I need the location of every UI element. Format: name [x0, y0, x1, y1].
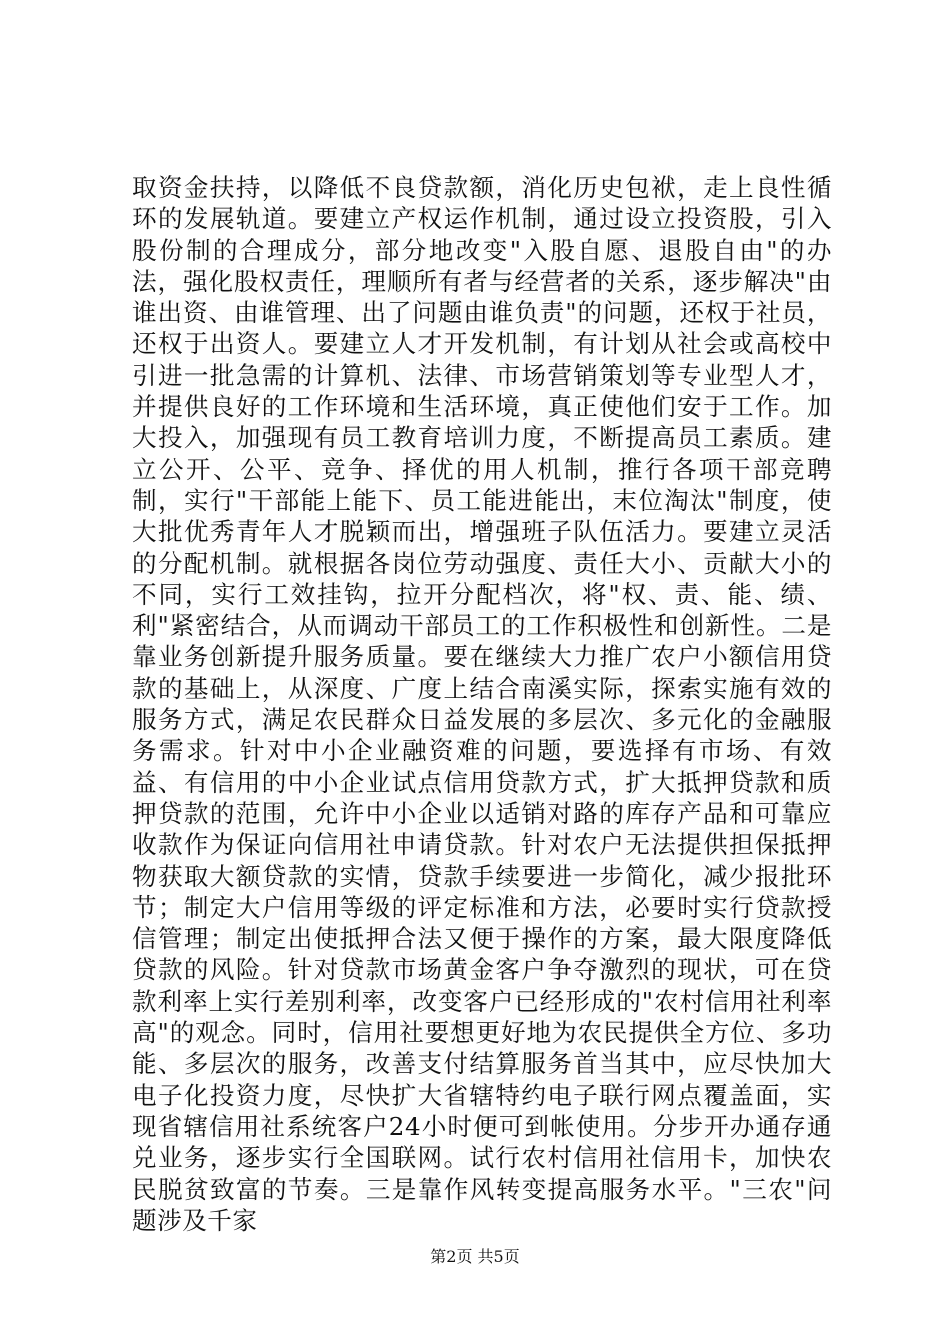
body-paragraph: 取资金扶持，以降低不良贷款额，消化历史包袱，走上良性循环的发展轨道。要建立产权运作机制，通过设立投资股，引入股份制的合理成分，部分地改变"入股自愿、退股自由"的办法，强化股权责任，理顺所有者与经营者的关系，逐步解决"由谁出资、由谁管理、出了问题由谁负责"的问题，还权于社员，还权于出资人。要建立人才开发机制，有计划从社会或高校中引进一批急需的计算机、法律、市场营销策划等专业型人才，并提供良好的工作环境和生活环境，真正使他们安于工作。加大投入，加强现有员工教育培训力度，不断提高员工素质。建立公开、公平、竞争、择优的用人机制，推行各项干部竞聘制，实行"干部能上能下、员工能进能出，末位淘汰"制度，使大批优秀青年人才脱颖而出，增强班子队伍活力。要建立灵活的分配机制。就根据各岗位劳动强度、责任大小、贡献大小的不同，实行工效挂钩，拉开分配档次，将"权、责、能、绩、利"紧密结合，从而调动干部员工的工作积极性和创新性。二是靠业务创新提升服务质量。要在继续大力推广农户小额信用贷款的基础上，从深度、广度上结合南溪实际，探索实施有效的服务方式，满足农民群众日益发展的多层次、多元化的金融服务需求。针对中小企业融资难的问题，要选择有市场、有效益、有信用的中小企业试点信用贷款方式，扩大抵押贷款和质押贷款的范围，允许中小企业以适销对路的库存产品和可靠应收款作为保证向信用社申请贷款。针对农户无法提供担保抵押物获取大额贷款的实情，贷款手续要进一步简化，减少报批环节；制定大户信用等级的评定标准和方法，必要时实行贷款授信管理；制定出使抵押合法又便于操作的方案，最大限度降低贷款的风险。针对贷款市场黄金客户争夺激烈的现状，可在贷款利率上实行差别利率，改变客户已经形成的"农村信用社利率高"的观念。同时，信用社要想更好地为农民提供全方位、多功能、多层次的服务，改善支付结算服务首当其中，应尽快加大电子化投资力度，尽快扩大省辖特约电子联行网点覆盖面，实现省辖信用社系统客户24小时便可到帐使用。分步开办通存通兑业务，逐步实行全国联网。试行农村信用社信用卡，加快农民脱贫致富的节奏。三是靠作风转变提高服务水平。"三农"问题涉及千家 [132, 173, 832, 1235]
page-indicator: 第2页 共5页 [430, 1247, 520, 1266]
page-footer [0, 1244, 950, 1267]
document-body [132, 172, 832, 1236]
